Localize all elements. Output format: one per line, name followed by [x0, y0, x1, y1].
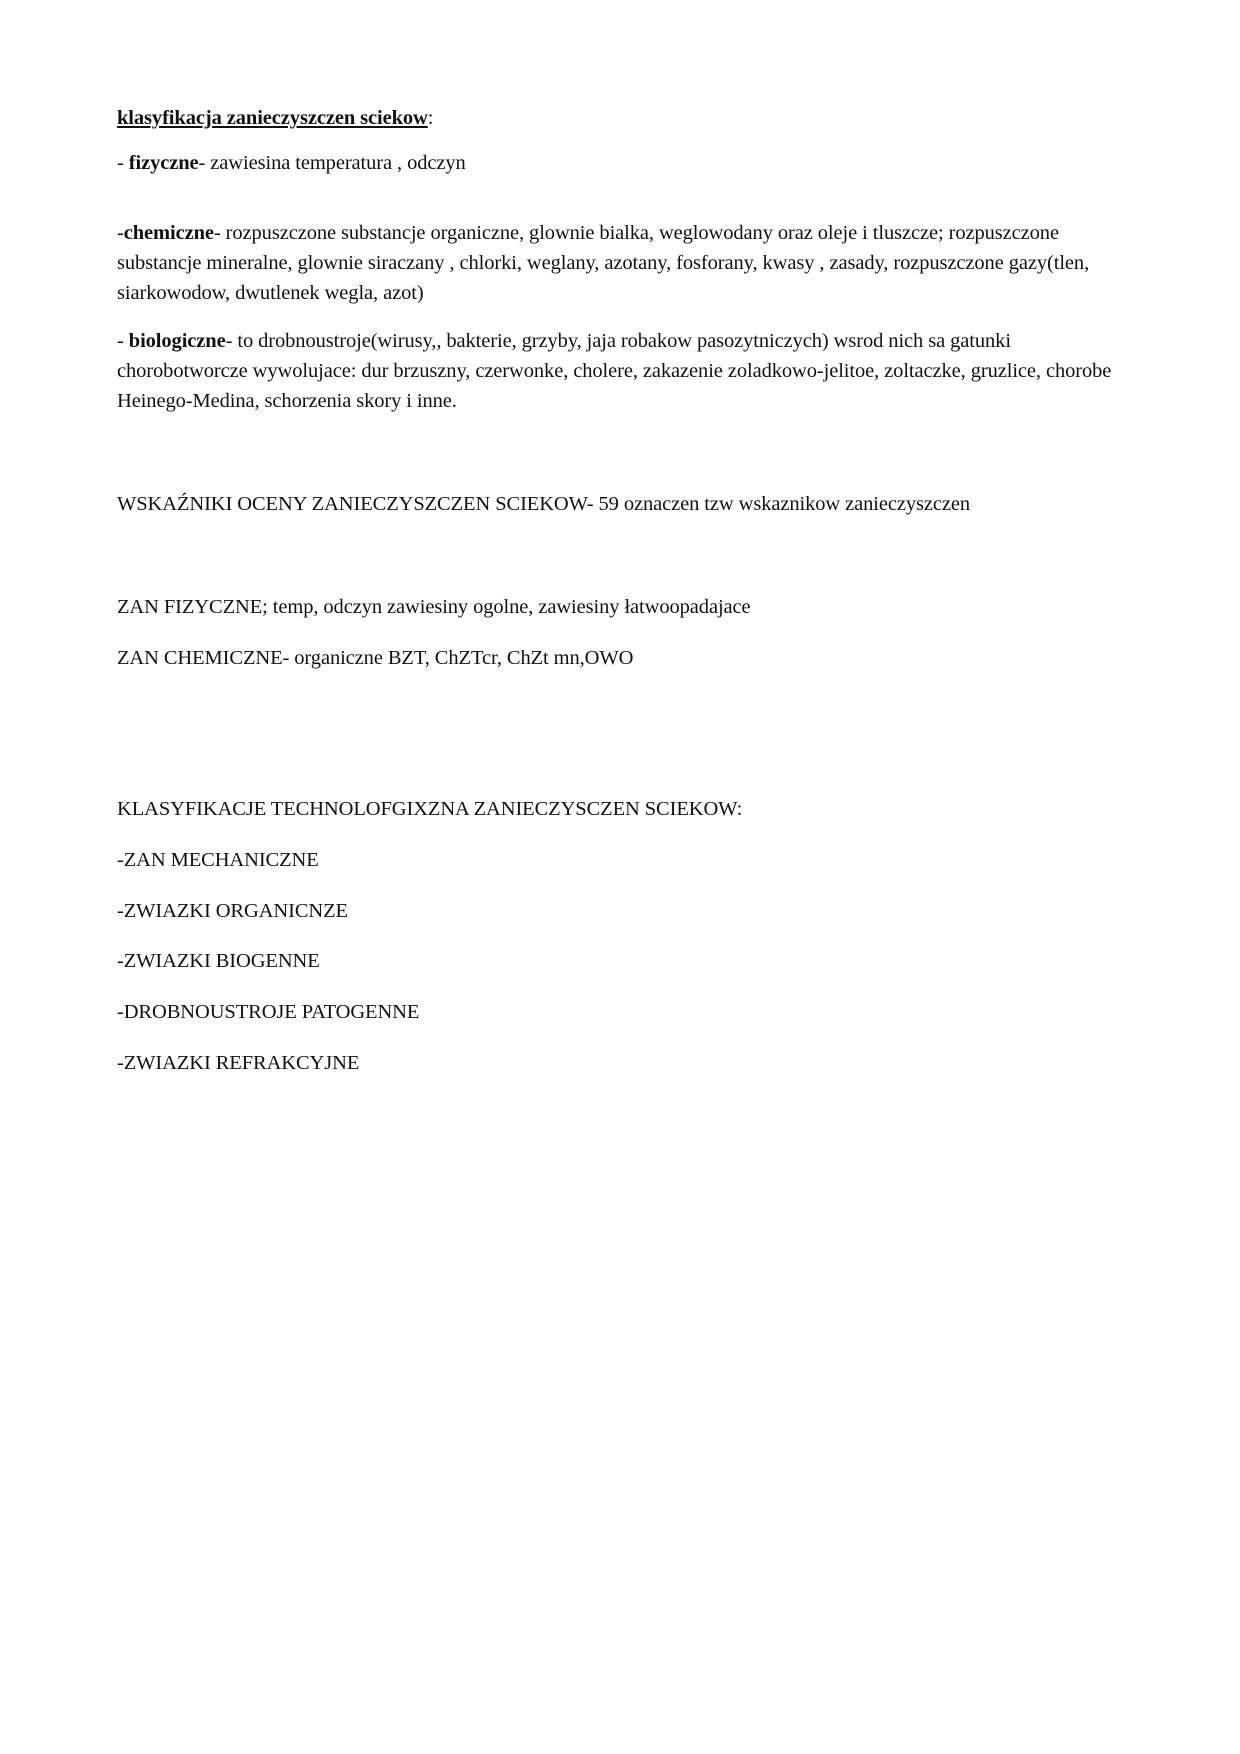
tech-item-refractory: -ZWIAZKI REFRAKCYJNE: [117, 1052, 360, 1074]
physical-text: - zawiesina temperatura , odczyn: [198, 152, 466, 174]
tech-classification-title: KLASYFIKACJE TECHNOLOFGIXZNA ZANIECZYSCZEN SCIEKOW:: [117, 798, 743, 820]
biological-text: - to drobnoustroje(wirusy,, bakterie, grzyby, jaja robakow pasozytniczych) wsrod nich sa gatunki chorobotworcze wywolujace: dur brzuszny, czerwonke, cholere, zakazenie zoladkowo-jelitoe, zoltaczke, gruzlice, chorobe Heinego-Medina, schorzenia skory i inne.: [117, 330, 1112, 412]
biological-term: biologiczne: [128, 330, 226, 352]
chemical-prefix: -: [117, 222, 124, 244]
chemical-term: chemiczne: [123, 222, 214, 244]
chemical-indicators-line: ZAN CHEMICZNE- organiczne BZT, ChZTcr, ChZt mn,OWO: [117, 647, 634, 669]
chemical-text: - rozpuszczone substancje organiczne, glownie bialka, weglowodany oraz oleje i tluszcze; rozpuszczone substancje mineralne, glownie siraczany , chlorki, weglany, azotany, fosforany, kwasy , zasady, rozpuszczone gazy(tlen, siarkowodow, dwutlenek wegla, azot): [117, 222, 1090, 304]
document-heading: [117, 103, 433, 133]
physical-pollutants-line: [117, 148, 466, 178]
heading-title: klasyfikacja zanieczyszczen sciekow: [117, 107, 428, 129]
indicators-line: WSKAŹNIKI OCENY ZANIECZYSZCZEN SCIEKOW- 59 oznaczen tzw wskaznikow zanieczyszczen: [117, 493, 971, 515]
tech-item-pathogens: -DROBNOUSTROJE PATOGENNE: [117, 1001, 420, 1023]
physical-indicators-line: ZAN FIZYCZNE; temp, odczyn zawiesiny ogolne, zawiesiny łatwoopadajace: [117, 596, 751, 618]
tech-item-organic: -ZWIAZKI ORGANICNZE: [117, 900, 348, 922]
biological-pollutants-paragraph: [117, 326, 1127, 416]
chemical-pollutants-paragraph: [117, 218, 1127, 308]
tech-item-biogenic: -ZWIAZKI BIOGENNE: [117, 950, 320, 972]
physical-prefix: -: [117, 152, 129, 174]
physical-term: fizyczne: [128, 152, 199, 174]
biological-prefix: -: [117, 330, 129, 352]
tech-item-mechanical: -ZAN MECHANICZNE: [117, 849, 319, 871]
heading-colon: :: [427, 107, 434, 129]
